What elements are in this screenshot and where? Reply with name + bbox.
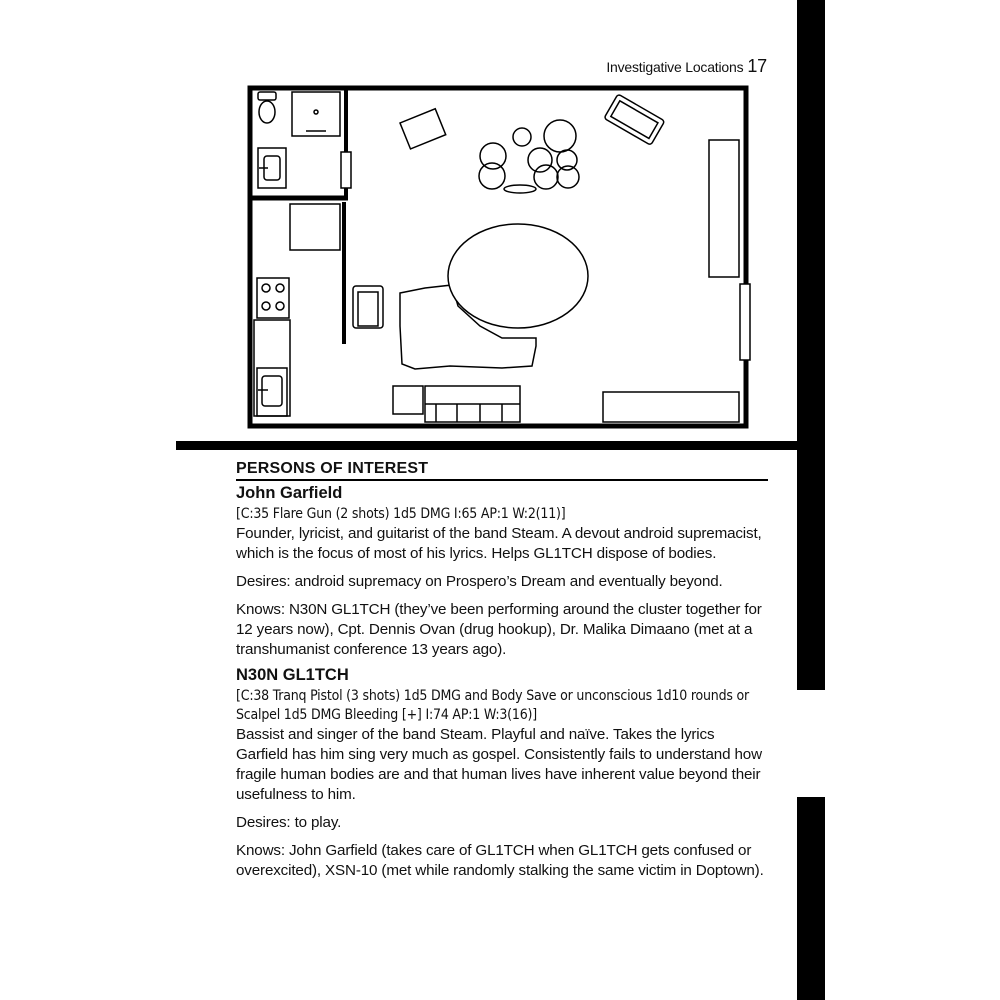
stove-icon — [257, 278, 289, 318]
oval-table — [448, 224, 588, 328]
shelf-right — [709, 140, 739, 277]
dining-set-icon — [479, 120, 579, 193]
running-title: Investigative Locations — [606, 59, 744, 75]
couch-tilted-icon — [604, 94, 665, 145]
kitchen-sink-icon — [257, 368, 287, 416]
persons-of-interest-section — [236, 460, 768, 889]
person-desires: Desires: to play. — [236, 814, 342, 831]
person-knows: Knows: John Garfield (takes care of GL1TCH when GL1TCH gets confused or overexcited), XSN-10 (met while randomly stalking the same victim in Doptown). — [236, 842, 764, 879]
person-desires: Desires: android supremacy on Prospero’s Dream and eventually beyond. — [236, 573, 723, 590]
floor-plan-map — [240, 76, 755, 431]
person-description: Bassist and singer of the band Steam. Playful and naïve. Takes the lyrics Garfield has him sing very much as gospel. Consistently fails to understand how fragile human bodies are and that human lives have inherent value beyond their usefulness to him. — [236, 726, 762, 803]
person-entry-john-garfield — [236, 484, 768, 660]
side-table-tilted — [400, 109, 446, 149]
person-name: John Garfield — [236, 484, 343, 502]
page-number: 17 — [747, 56, 767, 76]
armchair-icon — [353, 286, 383, 328]
toilet-icon — [258, 92, 276, 123]
person-description: Founder, lyricist, and guitarist of the band Steam. A devout android supremacist, which is the focus of most of his lyrics. Helps GL1TCH dispose of bodies. — [236, 525, 762, 562]
section-divider-rule — [176, 441, 825, 450]
person-entry-n30n-gl1tch — [236, 666, 768, 881]
edge-tab-top — [797, 0, 825, 690]
cabinet-bottom-right — [603, 392, 739, 422]
sofa-icon — [393, 386, 520, 422]
shower-icon — [292, 92, 340, 136]
section-title: PERSONS OF INTEREST — [236, 460, 768, 481]
window-right — [740, 284, 750, 360]
running-head — [560, 56, 767, 77]
bathroom-sink-icon — [258, 148, 286, 188]
person-knows: Knows: N30N GL1TCH (they’ve been performing around the cluster together for 12 years now), Cpt. Dennis Ovan (drug hookup), Dr. Malika Dimaano (met at a transhumanist conference 13 years ago). — [236, 601, 762, 658]
bathroom-door — [341, 152, 351, 188]
person-stats: [C:38 Tranq Pistol (3 shots) 1d5 DMG and Body Save or unconscious 1d10 rounds or Scalpel 1d5 DMG Bleeding [+] I:74 AP:1 W:3(16)] — [236, 688, 750, 723]
person-stats: [C:35 Flare Gun (2 shots) 1d5 DMG I:65 AP:1 W:2(11)] — [236, 506, 566, 522]
fridge-icon — [290, 204, 340, 250]
edge-tab-bottom — [797, 797, 825, 1000]
person-name: N30N GL1TCH — [236, 666, 349, 684]
